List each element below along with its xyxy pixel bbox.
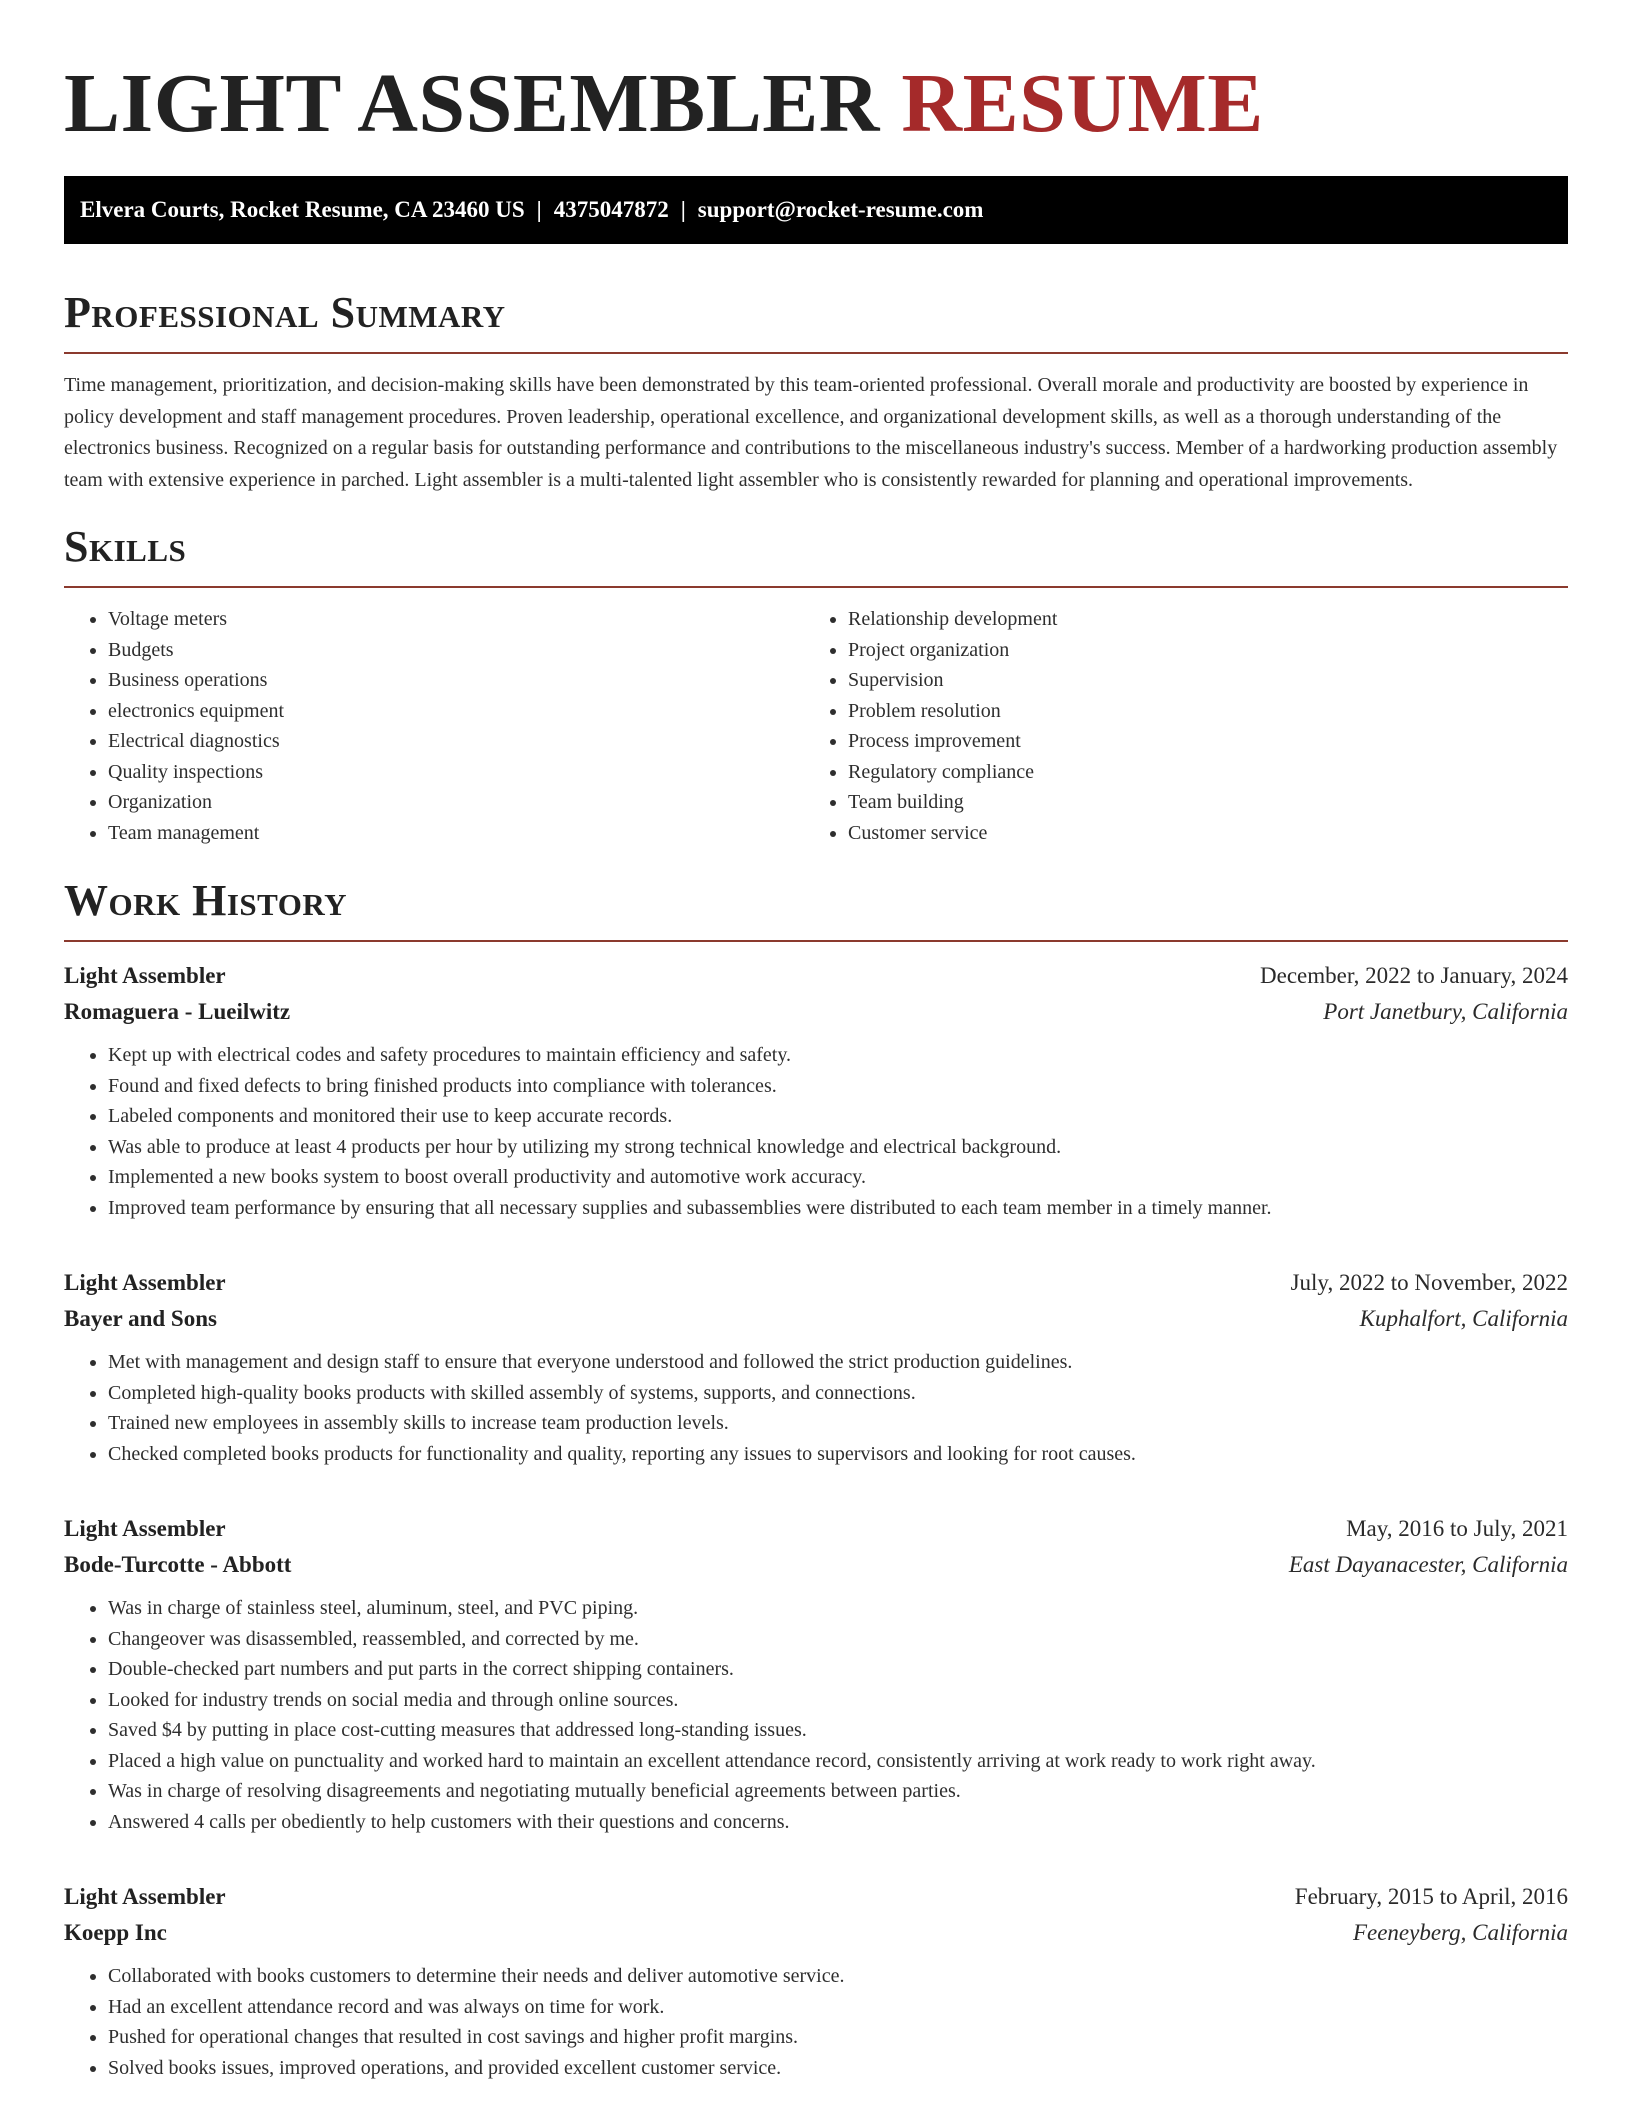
- summary-text: Time management, prioritization, and decision-making skills have been demonstrated by this team-oriented professional. Overall morale and productivity are boosted by experience in policy development and staff management procedures. Proven leadership, operational excellence, and organizational development skills, as well as a thorough understanding of the electronics business. Recognized on a regular basis for outstanding performance and contributions to the miscellaneous industry's success. Member of a hardworking production assembly team with extensive experience in parched. Light assembler is a multi-talented light assembler who is consistently rewarded for planning and operational improvements.: [64, 374, 1558, 491]
- contact-bar: [64, 176, 1568, 244]
- job-bullet: • Trained new employees in assembly skills to increase team production levels.: [108, 1408, 1568, 1439]
- job-bullet: • Collaborated with books customers to determine their needs and deliver automotive service.: [108, 1961, 1568, 1992]
- job-bullet: • Changeover was disassembled, reassembled, and corrected by me.: [108, 1624, 1568, 1655]
- job-location: Port Janetbury, California: [1323, 999, 1568, 1024]
- job-header-row: [64, 1879, 1568, 1915]
- job-bullets: [64, 1593, 1568, 1837]
- skill-item: • Regulatory compliance: [848, 757, 1544, 788]
- skill-item: • Organization: [108, 787, 804, 818]
- summary-heading: Professional Summary: [64, 288, 506, 337]
- job-entry: [64, 1879, 1568, 2083]
- contact-separator: |: [536, 197, 542, 222]
- job-bullet: • Solved books issues, improved operations, and provided excellent customer service.: [108, 2053, 1568, 2084]
- job-bullet: • Labeled components and monitored their use to keep accurate records.: [108, 1101, 1568, 1132]
- contact-phone[interactable]: 4375047872: [553, 197, 669, 222]
- job-bullet: • Was able to produce at least 4 products per hour by utilizing my strong technical knowledge and electrical background.: [108, 1132, 1568, 1163]
- job-entry: [64, 1265, 1568, 1469]
- skills-columns: [64, 604, 1568, 848]
- job-bullet: • Was in charge of stainless steel, aluminum, steel, and PVC piping.: [108, 1593, 1568, 1624]
- skill-item: • Team management: [108, 818, 804, 849]
- job-bullet: • Met with management and design staff to ensure that everyone understood and followed the strict production guidelines.: [108, 1347, 1568, 1378]
- skill-item: • electronics equipment: [108, 696, 804, 727]
- skills-heading: Skills: [64, 522, 187, 571]
- job-bullet: • Pushed for operational changes that resulted in cost savings and higher profit margins.: [108, 2022, 1568, 2053]
- skill-item: • Team building: [848, 787, 1544, 818]
- job-header-row: [64, 1511, 1568, 1547]
- job-company: Romaguera - Lueilwitz: [64, 999, 291, 1024]
- job-company-row: [64, 1301, 1568, 1337]
- title-main: LIGHT ASSEMBLER: [64, 57, 880, 150]
- job-bullet: • Placed a high value on punctuality and worked hard to maintain an excellent attendance record, consistently arriving at work ready to work right away.: [108, 1746, 1568, 1777]
- job-bullets: [64, 1961, 1568, 2083]
- job-company: Koepp Inc: [64, 1920, 167, 1945]
- job-bullet: • Checked completed books products for functionality and quality, reporting any issues to supervisors and looking for root causes.: [108, 1439, 1568, 1470]
- job-location: Feeneyberg, California: [1352, 1920, 1568, 1945]
- contact-address: Elvera Courts, Rocket Resume, CA 23460 US: [80, 197, 525, 222]
- job-bullet: • Implemented a new books system to boost overall productivity and automotive work accuracy.: [108, 1162, 1568, 1193]
- job-company-row: [64, 994, 1568, 1030]
- skills-right-list: [804, 604, 1544, 848]
- skill-item: • Quality inspections: [108, 757, 804, 788]
- work-history-section: [64, 876, 1568, 2083]
- skills-left-list: [64, 604, 804, 848]
- job-bullet: • Kept up with electrical codes and safety procedures to maintain efficiency and safety.: [108, 1040, 1568, 1071]
- skill-item: • Relationship development: [848, 604, 1544, 635]
- skill-item: • Process improvement: [848, 726, 1544, 757]
- job-bullet: • Improved team performance by ensuring that all necessary supplies and subassemblies were distributed to each team member in a timely manner.: [108, 1193, 1568, 1224]
- title-accent: RESUME: [901, 57, 1264, 150]
- job-bullet: • Completed high-quality books products with skilled assembly of systems, supports, and connections.: [108, 1378, 1568, 1409]
- job-dates: February, 2015 to April, 2016: [1294, 1884, 1568, 1909]
- contact-email[interactable]: support@rocket-resume.com: [697, 197, 984, 222]
- contact-separator: |: [680, 197, 686, 222]
- job-company: Bode-Turcotte - Abbott: [64, 1552, 292, 1577]
- job-title: Light Assembler: [64, 1516, 226, 1541]
- skill-item: • Project organization: [848, 635, 1544, 666]
- summary-section: [64, 288, 1568, 496]
- section-divider: [64, 940, 1568, 942]
- skills-section: [64, 522, 1568, 848]
- work-history-heading: Work History: [64, 876, 348, 925]
- job-bullets: [64, 1347, 1568, 1469]
- job-company-row: [64, 1915, 1568, 1951]
- job-title: Light Assembler: [64, 1884, 226, 1909]
- job-entry: [64, 1511, 1568, 1837]
- skill-item: • Supervision: [848, 665, 1544, 696]
- job-company-row: [64, 1547, 1568, 1583]
- skill-item: • Voltage meters: [108, 604, 804, 635]
- skill-item: • Business operations: [108, 665, 804, 696]
- job-entry: [64, 958, 1568, 1223]
- section-divider: [64, 352, 1568, 354]
- skill-item: • Customer service: [848, 818, 1544, 849]
- job-bullets: [64, 1040, 1568, 1223]
- job-bullet: • Had an excellent attendance record and was always on time for work.: [108, 1992, 1568, 2023]
- skill-item: • Problem resolution: [848, 696, 1544, 727]
- job-bullet: • Saved $4 by putting in place cost-cutting measures that addressed long-standing issues.: [108, 1715, 1568, 1746]
- job-header-row: [64, 1265, 1568, 1301]
- job-dates: May, 2016 to July, 2021: [1346, 1516, 1568, 1541]
- job-dates: December, 2022 to January, 2024: [1260, 963, 1568, 988]
- job-location: Kuphalfort, California: [1359, 1306, 1568, 1331]
- job-bullet: • Looked for industry trends on social media and through online sources.: [108, 1685, 1568, 1716]
- job-dates: July, 2022 to November, 2022: [1290, 1270, 1568, 1295]
- skill-item: • Budgets: [108, 635, 804, 666]
- job-bullet: • Answered 4 calls per obediently to help customers with their questions and concerns.: [108, 1807, 1568, 1838]
- job-bullet: • Double-checked part numbers and put parts in the correct shipping containers.: [108, 1654, 1568, 1685]
- resume-title: [64, 0, 1568, 152]
- job-bullet: • Found and fixed defects to bring finished products into compliance with tolerances.: [108, 1071, 1568, 1102]
- job-company: Bayer and Sons: [64, 1306, 217, 1331]
- skill-item: • Electrical diagnostics: [108, 726, 804, 757]
- job-title: Light Assembler: [64, 963, 226, 988]
- section-divider: [64, 586, 1568, 588]
- job-location: East Dayanacester, California: [1288, 1552, 1568, 1577]
- job-bullet: • Was in charge of resolving disagreements and negotiating mutually beneficial agreements between parties.: [108, 1776, 1568, 1807]
- job-title: Light Assembler: [64, 1270, 226, 1295]
- job-header-row: [64, 958, 1568, 994]
